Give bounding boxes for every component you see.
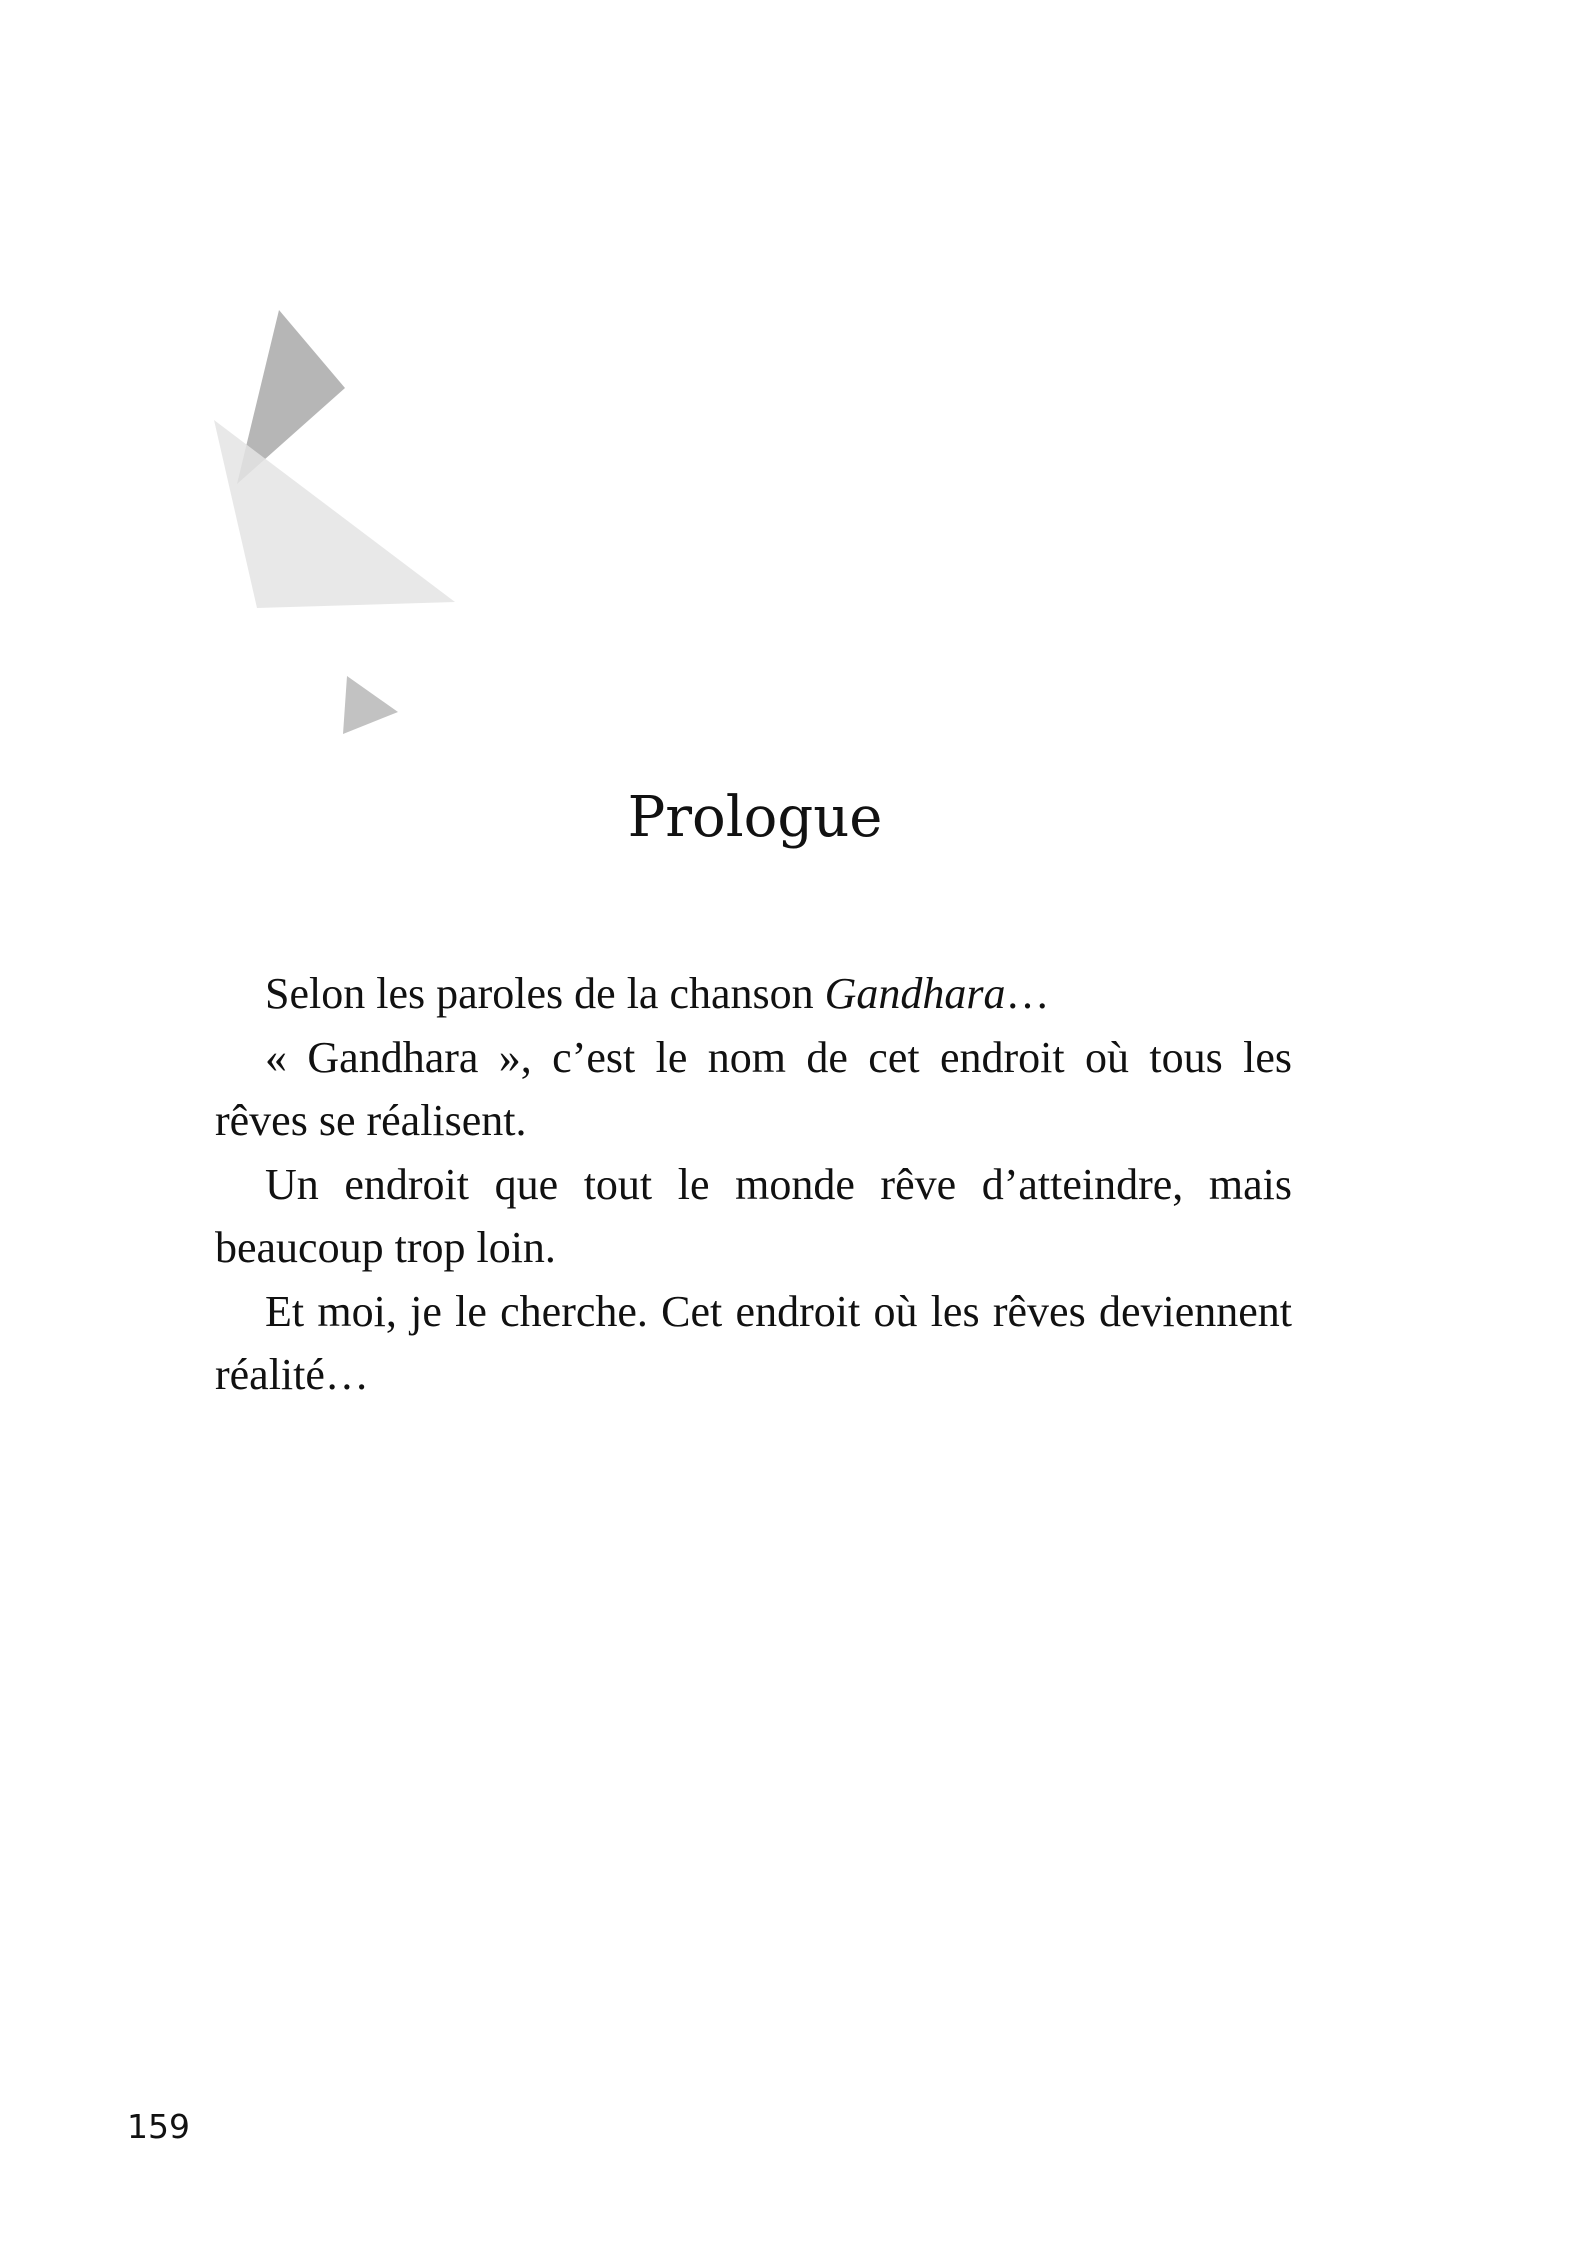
page-number: 159 [127, 2107, 190, 2146]
paragraph-2 [215, 1026, 1292, 1153]
body-text [215, 962, 1292, 1407]
paragraph-2-text: « Gandhara », c’est le nom de cet endroit où tous les rêves se réalisent. [215, 1032, 1292, 1145]
paragraph-3-text: Un endroit que tout le monde rêve d’atteindre, mais beaucoup trop loin. [215, 1159, 1292, 1272]
triangle-small [343, 676, 398, 734]
chapter-title: Prologue [627, 785, 883, 850]
paragraph-4 [215, 1280, 1292, 1407]
abstract-triangles-icon [0, 0, 480, 760]
triangle-light [214, 420, 455, 608]
song-title: Gandhara [824, 969, 1006, 1018]
paragraph-1 [215, 962, 1292, 1026]
paragraph-1-ellipsis: … [1005, 969, 1050, 1018]
paragraph-4-text: Et moi, je le cherche. Cet endroit où les rêves deviennent réalité… [215, 1286, 1292, 1399]
paragraph-1-text: Selon les paroles de la chanson [265, 969, 825, 1018]
paragraph-3 [215, 1153, 1292, 1280]
